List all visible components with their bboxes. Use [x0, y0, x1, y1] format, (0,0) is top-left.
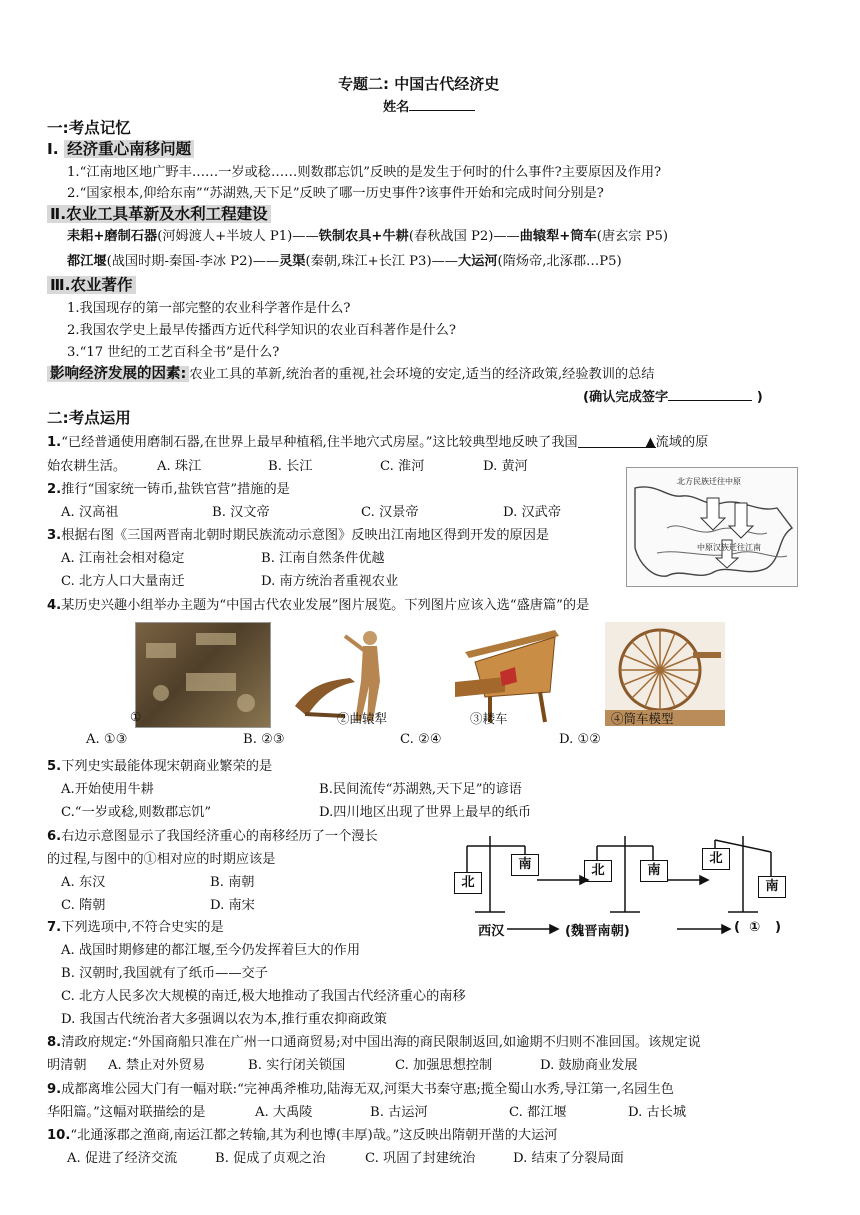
- sub3-label: Ⅲ.农业著作: [47, 276, 136, 294]
- q4-opt-c[interactable]: C. ②④: [400, 732, 442, 747]
- q8-line2: 明清朝: [47, 1058, 87, 1073]
- q1-mark: ▲: [645, 435, 656, 450]
- q4-caption-3: ③耧车: [470, 711, 508, 726]
- q1-stem: [47, 431, 708, 450]
- q4-opt-b[interactable]: B. ②③: [243, 732, 285, 747]
- sub3-q2: 2.我国农学史上最早传播西方近代科学知识的农业百科著作是什么?: [67, 323, 456, 338]
- factors: [47, 362, 654, 383]
- q10-stem: [47, 1124, 558, 1143]
- l1-part: (春秋战国 P2)——: [408, 229, 520, 244]
- sub1-num: Ⅰ.: [47, 140, 59, 158]
- q3-opt-c[interactable]: C. 北方人口大量南迁: [61, 574, 185, 589]
- diagram-label-blank: ①: [749, 920, 761, 935]
- q8-stem: [47, 1031, 701, 1050]
- q5-stem: [47, 755, 272, 774]
- sub2-line2: [67, 250, 622, 269]
- q8-text: 清政府规定:“外国商船只准在广州一口通商贸易;对中国出海的商民限制返回,如逾期不归则不准回国。该规定说: [61, 1035, 701, 1050]
- l1-part: 耒耜+磨制石器: [67, 229, 158, 244]
- q9-stem: [47, 1078, 674, 1097]
- map-label-north: 北方民族迁往中原: [677, 477, 741, 486]
- q6-opt-c[interactable]: C. 隋朝: [61, 898, 106, 913]
- q4-stem: [47, 594, 589, 613]
- q1-opt-b[interactable]: B. 长江: [268, 459, 313, 474]
- signature-blank[interactable]: [668, 388, 752, 401]
- q8-opt-b[interactable]: B. 实行闭关锁国: [248, 1058, 346, 1073]
- q5-opt-d[interactable]: D.四川地区出现了世界上最早的纸币: [319, 805, 532, 820]
- sub1-q1: 1.“江南地区地广野丰……一岁或稔……则数郡忘饥”反映的是发生于何时的什么事件?主要原因及作用?: [67, 165, 662, 180]
- q2-opt-a[interactable]: A. 汉高祖: [61, 505, 119, 520]
- q7-text: 下列选项中,不符合史实的是: [61, 920, 224, 935]
- q1-opt-c[interactable]: C. 淮河: [380, 459, 425, 474]
- q7-opt-c[interactable]: C. 北方人民多次大规模的南迁,极大地推动了我国古代经济重心的南移: [61, 989, 466, 1004]
- map-label-south: 中原汉族迁往江南: [697, 543, 761, 552]
- l1-part: 曲辕犁+筒车: [519, 229, 597, 244]
- q1-blank[interactable]: [578, 435, 656, 448]
- l2-part: (战国时期-秦国-李冰 P2)——: [106, 254, 280, 269]
- q5-opt-c[interactable]: C.“一岁或稔,则数郡忘饥”: [61, 805, 212, 820]
- q9-opt-a[interactable]: A. 大禹陵: [255, 1105, 313, 1120]
- l1-part: (唐玄宗 P5): [596, 229, 669, 244]
- l1-part: 铁制农具+牛耕: [318, 229, 409, 244]
- q6-opt-a[interactable]: A. 东汉: [61, 875, 106, 890]
- sub3-q1: 1.我国现存的第一部完整的农业科学著作是什么?: [67, 301, 351, 316]
- q4-caption-2: ②曲辕犁: [337, 711, 388, 726]
- l1-part: (河姆渡人+半坡人 P1)——: [157, 229, 319, 244]
- l2-part: 灵渠: [279, 254, 306, 269]
- section2-heading: 二:考点运用: [47, 409, 131, 427]
- confirm-label: (确认完成签字: [583, 390, 669, 405]
- factors-text: 农业工具的革新,统治者的重视,社会环境的安定,适当的经济政策,经验教训的总结: [189, 367, 655, 382]
- q4-opt-a[interactable]: A. ①③: [86, 732, 128, 747]
- q6-text: 右边示意图显示了我国经济重心的南移经历了一个漫长: [61, 829, 378, 844]
- balance-diagram: [445, 830, 790, 940]
- sub2-line1: [67, 225, 668, 244]
- q9-text: 成都离堆公园大门有一幅对联:“完神禹斧椎功,陆海无双,河渠大书秦守惠;揽全蜀山水秀,导江第一,名园生色: [61, 1082, 674, 1097]
- sub3-q3: 3.“17 世纪的工艺百科全书”是什么?: [67, 345, 280, 360]
- q3-text: 根据右图《三国两晋南北朝时期民族流动示意图》反映出江南地区得到开发的原因是: [61, 528, 550, 543]
- q3-num: 3.: [47, 528, 62, 543]
- box-north-3: 北: [702, 848, 730, 870]
- name-label: 姓名: [383, 100, 410, 115]
- q5-opt-b[interactable]: B.民间流传“苏湖熟,天下足”的谚语: [319, 782, 522, 797]
- painting-image: [135, 622, 271, 728]
- name-field: [383, 96, 475, 115]
- q2-num: 2.: [47, 482, 62, 497]
- q10-opt-c[interactable]: C. 巩固了封建统治: [365, 1151, 476, 1166]
- seed-drill-image: [445, 622, 575, 726]
- sub1-heading: [47, 137, 194, 159]
- diagram-label-weijin: (魏晋南朝): [565, 924, 630, 939]
- q4-caption-4: ④筒车模型: [611, 711, 674, 726]
- q10-opt-d[interactable]: D. 结束了分裂局面: [513, 1151, 624, 1166]
- q6-opt-b[interactable]: B. 南朝: [210, 875, 255, 890]
- l2-part: 都江堰: [67, 254, 107, 269]
- sub1-q2: 2.“国家根本,仰给东南”“苏湖熟,天下足”反映了哪一历史事件?该事件开始和完成时间分别是?: [67, 186, 604, 201]
- confirm-sign: [583, 386, 763, 405]
- q5-num: 5.: [47, 759, 62, 774]
- q7-opt-d[interactable]: D. 我国古代统治者大多强调以农为本,推行重农抑商政策: [61, 1012, 387, 1027]
- q8-opt-a[interactable]: A. 禁止对外贸易: [108, 1058, 206, 1073]
- q1-opt-d[interactable]: D. 黄河: [483, 459, 528, 474]
- box-north-2: 北: [584, 860, 612, 882]
- factors-label: 影响经济发展的因素:: [47, 366, 189, 382]
- q7-num: 7.: [47, 920, 62, 935]
- page-title: 专题二: 中国古代经济史: [338, 75, 500, 93]
- q6-opt-d[interactable]: D. 南宋: [210, 898, 255, 913]
- q1-opt-a[interactable]: A. 珠江: [157, 459, 202, 474]
- diagram-label-close: ): [775, 920, 782, 935]
- q1-text: “已经普通使用磨制石器,在世界上最早种植稻,住半地穴式房屋。”这比较典型地反映了我国: [61, 435, 578, 450]
- diagram-label-xihan: 西汉: [478, 924, 505, 939]
- q9-line2: 华阳篇。”这幅对联描绘的是: [47, 1105, 206, 1120]
- q9-opt-c[interactable]: C. 都江堰: [509, 1105, 567, 1120]
- q5-text: 下列史实最能体现宋朝商业繁荣的是: [61, 759, 273, 774]
- name-blank[interactable]: [409, 98, 475, 111]
- q4-opt-d[interactable]: D. ①②: [559, 732, 602, 747]
- confirm-close: ): [756, 390, 763, 405]
- q10-opt-b[interactable]: B. 促成了贞观之治: [215, 1151, 326, 1166]
- q9-opt-b[interactable]: B. 古运河: [370, 1105, 428, 1120]
- q3-stem: [47, 524, 549, 543]
- q2-opt-c[interactable]: C. 汉景帝: [361, 505, 419, 520]
- q8-opt-c[interactable]: C. 加强思想控制: [395, 1058, 493, 1073]
- q1-line2: 始农耕生活。: [47, 459, 127, 474]
- box-north-1: 北: [454, 872, 482, 894]
- sub2-heading: [47, 202, 271, 224]
- q9-num: 9.: [47, 1082, 62, 1097]
- q7-stem: [47, 916, 224, 935]
- q2-stem: [47, 478, 290, 497]
- q2-opt-b[interactable]: B. 汉文帝: [212, 505, 270, 520]
- box-south-2: 南: [640, 860, 668, 882]
- q4-num: 4.: [47, 598, 62, 613]
- q2-text: 推行“国家统一铸币,盐铁官营”措施的是: [61, 482, 290, 497]
- q6-num: 6.: [47, 829, 62, 844]
- q1-tail: 流域的原: [655, 435, 709, 450]
- l2-part: (隋炀帝,北涿郡…P5): [497, 254, 622, 269]
- q2-opt-d[interactable]: D. 汉武帝: [503, 505, 562, 520]
- q8-opt-d[interactable]: D. 鼓励商业发展: [540, 1058, 638, 1073]
- q7-opt-a[interactable]: A. 战国时期修建的都江堰,至今仍发挥着巨大的作用: [61, 943, 361, 958]
- section1-heading: 一:考点记忆: [47, 119, 131, 137]
- l2-part: 大运河: [457, 254, 498, 269]
- box-south-1: 南: [511, 854, 539, 876]
- q10-text: “北通涿郡之渔商,南运江都之转输,其为利也博(丰厚)哉。”这反映出隋朝开凿的大运河: [70, 1128, 558, 1143]
- q4-caption-1: ①: [130, 709, 142, 724]
- migration-map-image: [626, 467, 798, 587]
- q8-num: 8.: [47, 1035, 62, 1050]
- sub1-label: 经济重心南移问题: [64, 140, 194, 158]
- q4-text: 某历史兴趣小组举办主题为“中国古代农业发展”图片展览。下列图片应该入选“盛唐篇”的是: [61, 598, 590, 613]
- q3-opt-a[interactable]: A. 江南社会相对稳定: [61, 551, 185, 566]
- q7-opt-b[interactable]: B. 汉朝时,我国就有了纸币——交子: [61, 966, 268, 981]
- q10-opt-a[interactable]: A. 促进了经济交流: [67, 1151, 178, 1166]
- q10-num: 10.: [47, 1128, 71, 1143]
- q3-opt-b[interactable]: B. 江南自然条件优越: [261, 551, 385, 566]
- l2-part: (秦朝,珠江+长江 P3)——: [305, 254, 458, 269]
- q3-opt-d[interactable]: D. 南方统治者重视农业: [261, 574, 399, 589]
- diagram-label-open: (: [734, 920, 741, 935]
- box-south-3: 南: [758, 876, 786, 898]
- q1-num: 1.: [47, 435, 62, 450]
- q6-stem: [47, 825, 378, 844]
- q9-opt-d[interactable]: D. 古长城: [628, 1105, 687, 1120]
- sub3-heading: [47, 273, 136, 295]
- q6-line2: 的过程,与图中的①相对应的时期应该是: [47, 852, 276, 867]
- sub2-label: Ⅱ.农业工具革新及水利工程建设: [47, 205, 271, 223]
- q5-opt-a[interactable]: A.开始使用牛耕: [61, 782, 154, 797]
